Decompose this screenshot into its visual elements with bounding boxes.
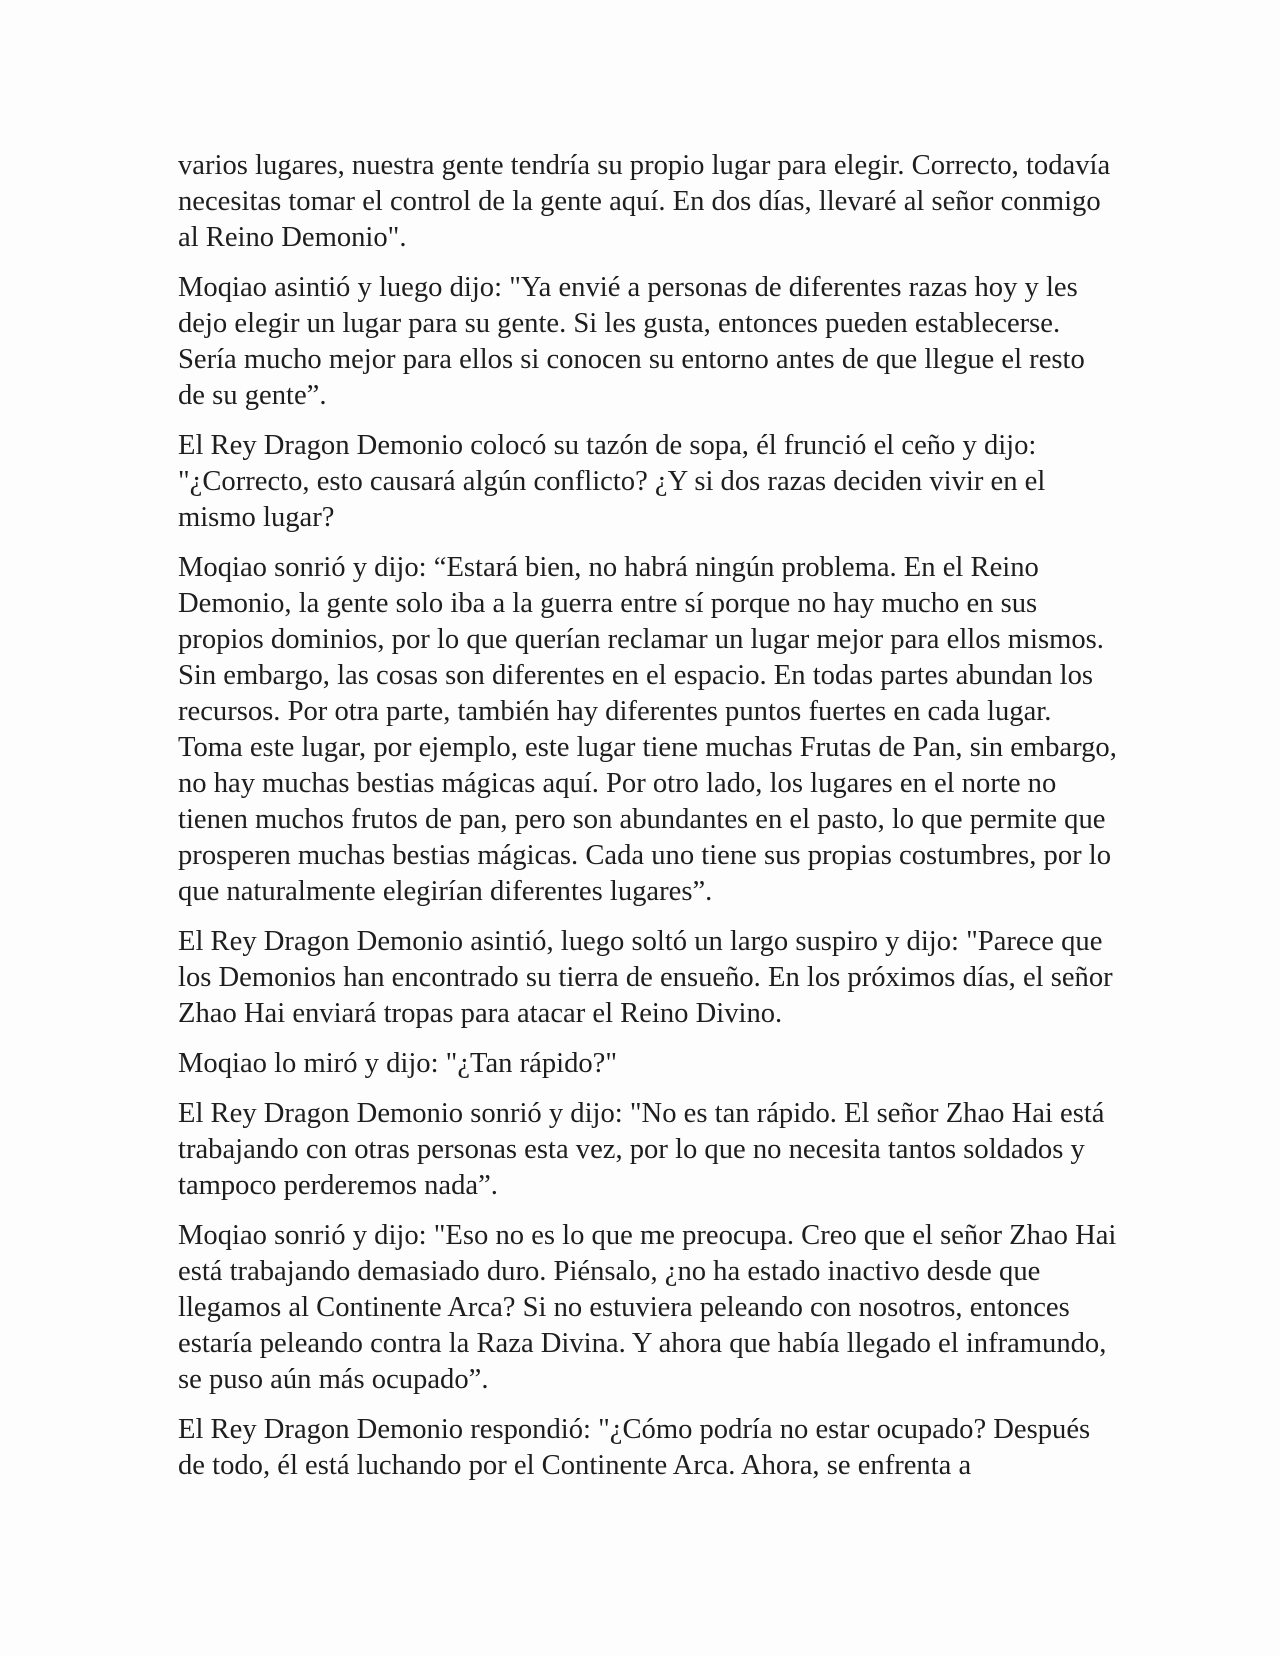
paragraph: Moqiao lo miró y dijo: "¿Tan rápido?"	[178, 1048, 618, 1079]
paragraph: Moqiao sonrió y dijo: “Estará bien, no habrá ningún problema. En el Reino Demonio, la gente solo iba a la guerra entre sí porque no hay mucho en sus propios dominios, por lo que querían reclamar un lugar mejor para ellos mismos. Sin embargo, las cosas son diferentes en el espacio. En todas partes abundan los recursos. Por otra parte, también hay diferentes puntos fuertes en cada lugar. Toma este lugar, por ejemplo, este lugar tiene muchas Frutas de Pan, sin embargo, no hay muchas bestias mágicas aquí. Por otro lado, los lugares en el norte no tienen muchos frutos de pan, pero son abundantes en el pasto, lo que permite que prosperen muchas bestias mágicas. Cada uno tiene sus propias costumbres, por lo que naturalmente elegirían diferentes lugares”.	[178, 552, 1117, 907]
paragraph: El Rey Dragon Demonio colocó su tazón de sopa, él frunció el ceño y dijo: "¿Correcto, esto causará algún conflicto? ¿Y si dos razas deciden vivir en el mismo lugar?	[178, 430, 1046, 533]
paragraph: Moqiao sonrió y dijo: "Eso no es lo que me preocupa. Creo que el señor Zhao Hai está trabajando demasiado duro. Piénsalo, ¿no ha estado inactivo desde que llegamos al Continente Arca? Si no estuviera peleando con nosotros, entonces estaría peleando contra la Raza Divina. Y ahora que había llegado el inframundo, se puso aún más ocupado”.	[178, 1220, 1117, 1395]
paragraph: Moqiao asintió y luego dijo: "Ya envié a personas de diferentes razas hoy y les dejo elegir un lugar para su gente. Si les gusta, entonces pueden establecerse. Sería mucho mejor para ellos si conocen su entorno antes de que llegue el resto de su gente”.	[178, 272, 1085, 411]
paragraph: El Rey Dragon Demonio asintió, luego soltó un largo suspiro y dijo: "Parece que los Demonios han encontrado su tierra de ensueño. En los próximos días, el señor Zhao Hai enviará tropas para atacar el Reino Divino.	[178, 926, 1113, 1029]
body-text	[178, 148, 1118, 1498]
paragraph: El Rey Dragon Demonio sonrió y dijo: "No es tan rápido. El señor Zhao Hai está trabajando con otras personas esta vez, por lo que no necesita tantos soldados y tampoco perderemos nada”.	[178, 1098, 1105, 1201]
paragraph: El Rey Dragon Demonio respondió: "¿Cómo podría no estar ocupado? Después de todo, él está luchando por el Continente Arca. Ahora, se enfrenta a	[178, 1414, 1091, 1481]
paragraph: varios lugares, nuestra gente tendría su propio lugar para elegir. Correcto, todavía necesitas tomar el control de la gente aquí. En dos días, llevaré al señor conmigo al Reino Demonio".	[178, 150, 1111, 253]
